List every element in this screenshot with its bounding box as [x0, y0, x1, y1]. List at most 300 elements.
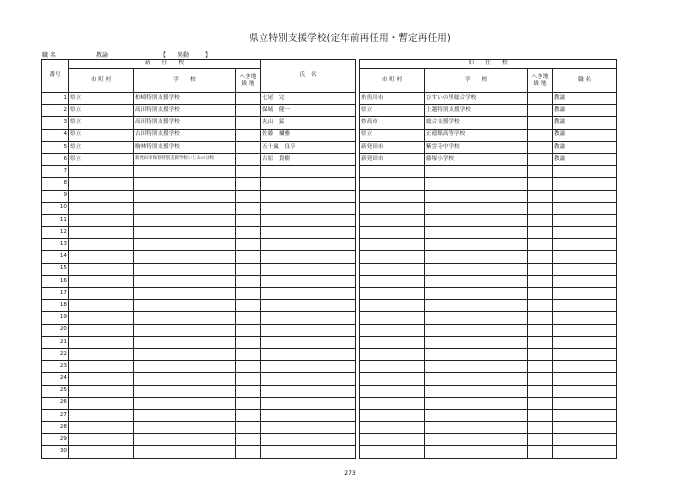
- name-cell: [261, 275, 356, 287]
- row-number: 6: [42, 153, 69, 165]
- row-number: 29: [42, 434, 69, 446]
- new-remote-cell: [236, 153, 261, 165]
- header-old-remote-line2: 級 地: [533, 80, 547, 87]
- old-remote-cell: [528, 117, 553, 129]
- job-title-cell: [553, 324, 617, 336]
- old-remote-cell: [528, 190, 553, 202]
- new-municipality-cell: [69, 190, 134, 202]
- name-cell: [261, 178, 356, 190]
- name-cell: [261, 214, 356, 226]
- job-title-cell: 教諭: [553, 93, 617, 105]
- row-number: 15: [42, 263, 69, 275]
- row-number: 8: [42, 178, 69, 190]
- new-school-cell: 駒林特別支援学校: [134, 141, 236, 153]
- row-number: 18: [42, 300, 69, 312]
- old-school-cell: [425, 324, 528, 336]
- table-row: [42, 202, 617, 214]
- new-school-cell: 吉田特別支援学校: [134, 129, 236, 141]
- job-title-cell: [553, 202, 617, 214]
- bracket-open: 【: [160, 52, 167, 59]
- old-remote-cell: [528, 105, 553, 117]
- new-school-cell: [134, 202, 236, 214]
- name-cell: [261, 312, 356, 324]
- job-title-cell: [553, 275, 617, 287]
- table-row: [42, 239, 617, 251]
- new-school-cell: [134, 422, 236, 434]
- name-cell: [261, 434, 356, 446]
- old-municipality-cell: [360, 312, 425, 324]
- old-school-cell: [425, 214, 528, 226]
- old-municipality-cell: 県立: [360, 105, 425, 117]
- old-remote-cell: [528, 373, 553, 385]
- name-cell: [261, 336, 356, 348]
- header-job-title: 職 名: [553, 69, 617, 93]
- old-remote-cell: [528, 397, 553, 409]
- old-school-cell: 紫雲寺中学校: [425, 141, 528, 153]
- header-new-post: 新 任 校: [69, 60, 261, 69]
- name-cell: [261, 385, 356, 397]
- table-row: [42, 117, 617, 129]
- new-municipality-cell: [69, 263, 134, 275]
- old-municipality-cell: [360, 178, 425, 190]
- category-label: 異動: [177, 52, 190, 59]
- job-title-cell: [553, 214, 617, 226]
- new-municipality-cell: 県立: [69, 153, 134, 165]
- job-title-cell: 教諭: [553, 153, 617, 165]
- old-school-cell: [425, 434, 528, 446]
- new-remote-cell: [236, 178, 261, 190]
- new-municipality-cell: 県立: [69, 105, 134, 117]
- old-remote-cell: [528, 434, 553, 446]
- job-title-cell: [553, 300, 617, 312]
- old-municipality-cell: [360, 190, 425, 202]
- name-cell: [261, 288, 356, 300]
- table-row: [42, 227, 617, 239]
- row-number: 20: [42, 324, 69, 336]
- old-municipality-cell: [360, 336, 425, 348]
- table-row: [42, 251, 617, 263]
- new-remote-cell: [236, 190, 261, 202]
- new-school-cell: [134, 446, 236, 458]
- new-municipality-cell: [69, 178, 134, 190]
- new-municipality-cell: [69, 324, 134, 336]
- table-row: [42, 348, 617, 360]
- old-remote-cell: [528, 251, 553, 263]
- row-number: 24: [42, 373, 69, 385]
- header-new-municipality: 市 町 村: [69, 69, 134, 93]
- old-school-cell: [425, 409, 528, 421]
- new-school-cell: [134, 324, 236, 336]
- old-municipality-cell: [360, 300, 425, 312]
- new-remote-cell: [236, 105, 261, 117]
- old-school-cell: [425, 397, 528, 409]
- old-school-cell: [425, 300, 528, 312]
- old-remote-cell: [528, 93, 553, 105]
- old-school-cell: 上越特別支援学校: [425, 105, 528, 117]
- row-number: 16: [42, 275, 69, 287]
- row-number: 27: [42, 409, 69, 421]
- new-school-cell: [134, 227, 236, 239]
- old-municipality-cell: [360, 348, 425, 360]
- old-municipality-cell: [360, 202, 425, 214]
- name-cell: [261, 348, 356, 360]
- header-row-top: [42, 60, 617, 69]
- old-school-cell: [425, 446, 528, 458]
- row-number: 12: [42, 227, 69, 239]
- table-row: [42, 373, 617, 385]
- old-remote-cell: [528, 239, 553, 251]
- job-title-cell: 教諭: [553, 141, 617, 153]
- table-row: [42, 93, 617, 105]
- new-municipality-cell: [69, 227, 134, 239]
- name-cell: 七尾 完: [261, 93, 356, 105]
- old-remote-cell: [528, 336, 553, 348]
- job-title-cell: [553, 312, 617, 324]
- new-school-cell: [134, 166, 236, 178]
- old-remote-cell: [528, 446, 553, 458]
- job-title-cell: [553, 422, 617, 434]
- old-remote-cell: [528, 275, 553, 287]
- new-remote-cell: [236, 288, 261, 300]
- row-number: 30: [42, 446, 69, 458]
- table-row: [42, 409, 617, 421]
- job-title-cell: [553, 434, 617, 446]
- job-title-cell: [553, 190, 617, 202]
- old-school-cell: [425, 422, 528, 434]
- job-title-cell: [553, 409, 617, 421]
- new-municipality-cell: [69, 446, 134, 458]
- page-title: 県立特別支援学校(定年前再任用・暫定再任用): [249, 33, 451, 44]
- new-remote-cell: [236, 446, 261, 458]
- old-remote-cell: [528, 153, 553, 165]
- new-remote-cell: [236, 93, 261, 105]
- new-school-cell: [134, 239, 236, 251]
- old-remote-cell: [528, 324, 553, 336]
- new-municipality-cell: 県立: [69, 129, 134, 141]
- new-school-cell: 新発田市保育特別支援学校いじみの分校: [134, 153, 236, 165]
- name-cell: [261, 446, 356, 458]
- new-municipality-cell: [69, 251, 134, 263]
- table-row: [42, 288, 617, 300]
- new-municipality-cell: [69, 397, 134, 409]
- old-school-cell: ひすいの里総合学校: [425, 93, 528, 105]
- new-municipality-cell: 県立: [69, 141, 134, 153]
- new-school-cell: [134, 385, 236, 397]
- old-remote-cell: [528, 409, 553, 421]
- table-row: [42, 190, 617, 202]
- new-municipality-cell: [69, 409, 134, 421]
- row-number: 17: [42, 288, 69, 300]
- table-row: [42, 178, 617, 190]
- new-municipality-cell: [69, 239, 134, 251]
- new-remote-cell: [236, 348, 261, 360]
- header-old-remote-line1: へき地: [531, 73, 549, 80]
- old-school-cell: [425, 263, 528, 275]
- new-remote-cell: [236, 373, 261, 385]
- old-school-cell: 正徳館高等学校: [425, 129, 528, 141]
- old-municipality-cell: [360, 324, 425, 336]
- new-school-cell: [134, 348, 236, 360]
- job-title-cell: [553, 397, 617, 409]
- old-school-cell: [425, 336, 528, 348]
- old-remote-cell: [528, 312, 553, 324]
- job-title-cell: [553, 178, 617, 190]
- old-municipality-cell: [360, 397, 425, 409]
- job-title-cell: [553, 166, 617, 178]
- new-remote-cell: [236, 117, 261, 129]
- old-municipality-cell: [360, 422, 425, 434]
- job-title-cell: [553, 239, 617, 251]
- table-row: [42, 263, 617, 275]
- table-row: [42, 141, 617, 153]
- name-cell: [261, 422, 356, 434]
- new-remote-cell: [236, 324, 261, 336]
- old-municipality-cell: 県立: [360, 129, 425, 141]
- old-municipality-cell: [360, 263, 425, 275]
- old-municipality-cell: [360, 251, 425, 263]
- table-row: [42, 300, 617, 312]
- name-cell: [261, 361, 356, 373]
- new-remote-cell: [236, 422, 261, 434]
- new-remote-cell: [236, 361, 261, 373]
- new-municipality-cell: [69, 288, 134, 300]
- table-row: [42, 214, 617, 226]
- row-number: 2: [42, 105, 69, 117]
- old-remote-cell: [528, 348, 553, 360]
- job-title-cell: [553, 227, 617, 239]
- new-remote-cell: [236, 434, 261, 446]
- name-cell: 保城 健一: [261, 105, 356, 117]
- old-school-cell: [425, 190, 528, 202]
- old-remote-cell: [528, 288, 553, 300]
- bracket-close: 】: [205, 52, 212, 59]
- new-municipality-cell: [69, 214, 134, 226]
- new-municipality-cell: [69, 300, 134, 312]
- job-title-cell: 教諭: [553, 129, 617, 141]
- job-title-cell: [553, 336, 617, 348]
- row-number: 9: [42, 190, 69, 202]
- old-municipality-cell: [360, 227, 425, 239]
- table-row: [42, 129, 617, 141]
- table-row: [42, 153, 617, 165]
- new-municipality-cell: [69, 422, 134, 434]
- new-remote-cell: [236, 227, 261, 239]
- new-municipality-cell: [69, 434, 134, 446]
- header-old-school: 学 校: [425, 69, 528, 93]
- new-school-cell: [134, 373, 236, 385]
- old-municipality-cell: [360, 373, 425, 385]
- table-row: [42, 336, 617, 348]
- table-row: [42, 361, 617, 373]
- name-cell: [261, 251, 356, 263]
- old-remote-cell: [528, 141, 553, 153]
- old-school-cell: [425, 275, 528, 287]
- old-municipality-cell: [360, 434, 425, 446]
- old-municipality-cell: [360, 288, 425, 300]
- new-remote-cell: [236, 129, 261, 141]
- name-cell: [261, 166, 356, 178]
- new-remote-cell: [236, 263, 261, 275]
- old-school-cell: 総合支援学校: [425, 117, 528, 129]
- old-school-cell: 藤塚小学校: [425, 153, 528, 165]
- new-school-cell: [134, 300, 236, 312]
- old-school-cell: [425, 288, 528, 300]
- old-school-cell: [425, 166, 528, 178]
- name-cell: [261, 373, 356, 385]
- new-municipality-cell: [69, 361, 134, 373]
- job-title-cell: [553, 446, 617, 458]
- table-row: [42, 397, 617, 409]
- new-school-cell: [134, 263, 236, 275]
- header-number: 番号: [42, 60, 69, 93]
- old-municipality-cell: [360, 361, 425, 373]
- old-municipality-cell: [360, 409, 425, 421]
- name-cell: [261, 397, 356, 409]
- old-remote-cell: [528, 300, 553, 312]
- new-remote-cell: [236, 166, 261, 178]
- new-remote-cell: [236, 336, 261, 348]
- old-municipality-cell: 糸魚川市: [360, 93, 425, 105]
- name-cell: [261, 409, 356, 421]
- job-value: 教諭: [96, 52, 109, 59]
- row-number: 7: [42, 166, 69, 178]
- header-old-municipality: 市 町 村: [360, 69, 425, 93]
- old-municipality-cell: 新発田市: [360, 153, 425, 165]
- job-title-cell: 教諭: [553, 105, 617, 117]
- row-number: 4: [42, 129, 69, 141]
- old-municipality-cell: [360, 166, 425, 178]
- table-row: [42, 446, 617, 458]
- new-remote-cell: [236, 409, 261, 421]
- old-school-cell: [425, 239, 528, 251]
- old-school-cell: [425, 373, 528, 385]
- row-number: 14: [42, 251, 69, 263]
- new-municipality-cell: [69, 312, 134, 324]
- new-municipality-cell: [69, 373, 134, 385]
- new-school-cell: [134, 190, 236, 202]
- new-municipality-cell: [69, 166, 134, 178]
- new-remote-cell: [236, 214, 261, 226]
- old-municipality-cell: [360, 275, 425, 287]
- row-number: 5: [42, 141, 69, 153]
- old-remote-cell: [528, 166, 553, 178]
- job-title-cell: 教諭: [553, 117, 617, 129]
- new-municipality-cell: [69, 348, 134, 360]
- old-remote-cell: [528, 178, 553, 190]
- row-number: 26: [42, 397, 69, 409]
- new-remote-cell: [236, 397, 261, 409]
- new-remote-cell: [236, 312, 261, 324]
- new-school-cell: 高田特別支援学校: [134, 117, 236, 129]
- old-school-cell: [425, 227, 528, 239]
- page-number: 273: [344, 470, 356, 477]
- table-row: [42, 324, 617, 336]
- new-municipality-cell: 県立: [69, 93, 134, 105]
- name-cell: [261, 202, 356, 214]
- name-cell: 丸山 猛: [261, 117, 356, 129]
- old-remote-cell: [528, 202, 553, 214]
- new-school-cell: [134, 397, 236, 409]
- new-school-cell: [134, 275, 236, 287]
- old-municipality-cell: [360, 214, 425, 226]
- old-remote-cell: [528, 385, 553, 397]
- new-school-cell: 柏崎特別支援学校: [134, 93, 236, 105]
- new-school-cell: [134, 288, 236, 300]
- header-new-remote: [236, 69, 261, 93]
- name-cell: 佐藤 禰雅: [261, 129, 356, 141]
- old-school-cell: [425, 202, 528, 214]
- row-number: 23: [42, 361, 69, 373]
- row-number: 13: [42, 239, 69, 251]
- old-remote-cell: [528, 422, 553, 434]
- new-remote-cell: [236, 275, 261, 287]
- table-row: [42, 166, 617, 178]
- table-row: [42, 422, 617, 434]
- header-new-remote-line1: へき地: [239, 73, 257, 80]
- header-old-remote: [528, 69, 553, 93]
- old-school-cell: [425, 348, 528, 360]
- old-municipality-cell: 新発田市: [360, 141, 425, 153]
- job-title-cell: [553, 348, 617, 360]
- old-municipality-cell: [360, 239, 425, 251]
- new-school-cell: [134, 251, 236, 263]
- name-cell: [261, 190, 356, 202]
- new-school-cell: [134, 434, 236, 446]
- old-school-cell: [425, 385, 528, 397]
- new-school-cell: [134, 336, 236, 348]
- header-old-post: 旧 任 校: [360, 60, 617, 69]
- job-title-cell: [553, 288, 617, 300]
- old-remote-cell: [528, 263, 553, 275]
- new-school-cell: [134, 178, 236, 190]
- job-label: 職 名: [42, 52, 56, 59]
- name-cell: 吉原 貴樹: [261, 153, 356, 165]
- header-name: 氏 名: [261, 60, 356, 93]
- new-school-cell: [134, 361, 236, 373]
- name-cell: 五十嵐 良亨: [261, 141, 356, 153]
- new-school-cell: 高田特別支援学校: [134, 105, 236, 117]
- table-row: [42, 385, 617, 397]
- new-school-cell: [134, 409, 236, 421]
- old-remote-cell: [528, 361, 553, 373]
- row-number: 21: [42, 336, 69, 348]
- row-number: 22: [42, 348, 69, 360]
- row-number: 11: [42, 214, 69, 226]
- new-municipality-cell: [69, 275, 134, 287]
- job-title-cell: [553, 361, 617, 373]
- header-new-school: 学 校: [134, 69, 236, 93]
- job-title-cell: [553, 385, 617, 397]
- job-title-cell: [553, 263, 617, 275]
- new-remote-cell: [236, 141, 261, 153]
- name-cell: [261, 263, 356, 275]
- old-school-cell: [425, 178, 528, 190]
- new-school-cell: [134, 312, 236, 324]
- old-remote-cell: [528, 214, 553, 226]
- table-row: [42, 275, 617, 287]
- old-school-cell: [425, 312, 528, 324]
- old-municipality-cell: 妙高市: [360, 117, 425, 129]
- old-remote-cell: [528, 227, 553, 239]
- row-number: 10: [42, 202, 69, 214]
- personnel-table: [41, 59, 617, 459]
- job-title-cell: [553, 373, 617, 385]
- old-school-cell: [425, 361, 528, 373]
- old-remote-cell: [528, 129, 553, 141]
- new-school-cell: [134, 214, 236, 226]
- old-municipality-cell: [360, 446, 425, 458]
- table-row: [42, 105, 617, 117]
